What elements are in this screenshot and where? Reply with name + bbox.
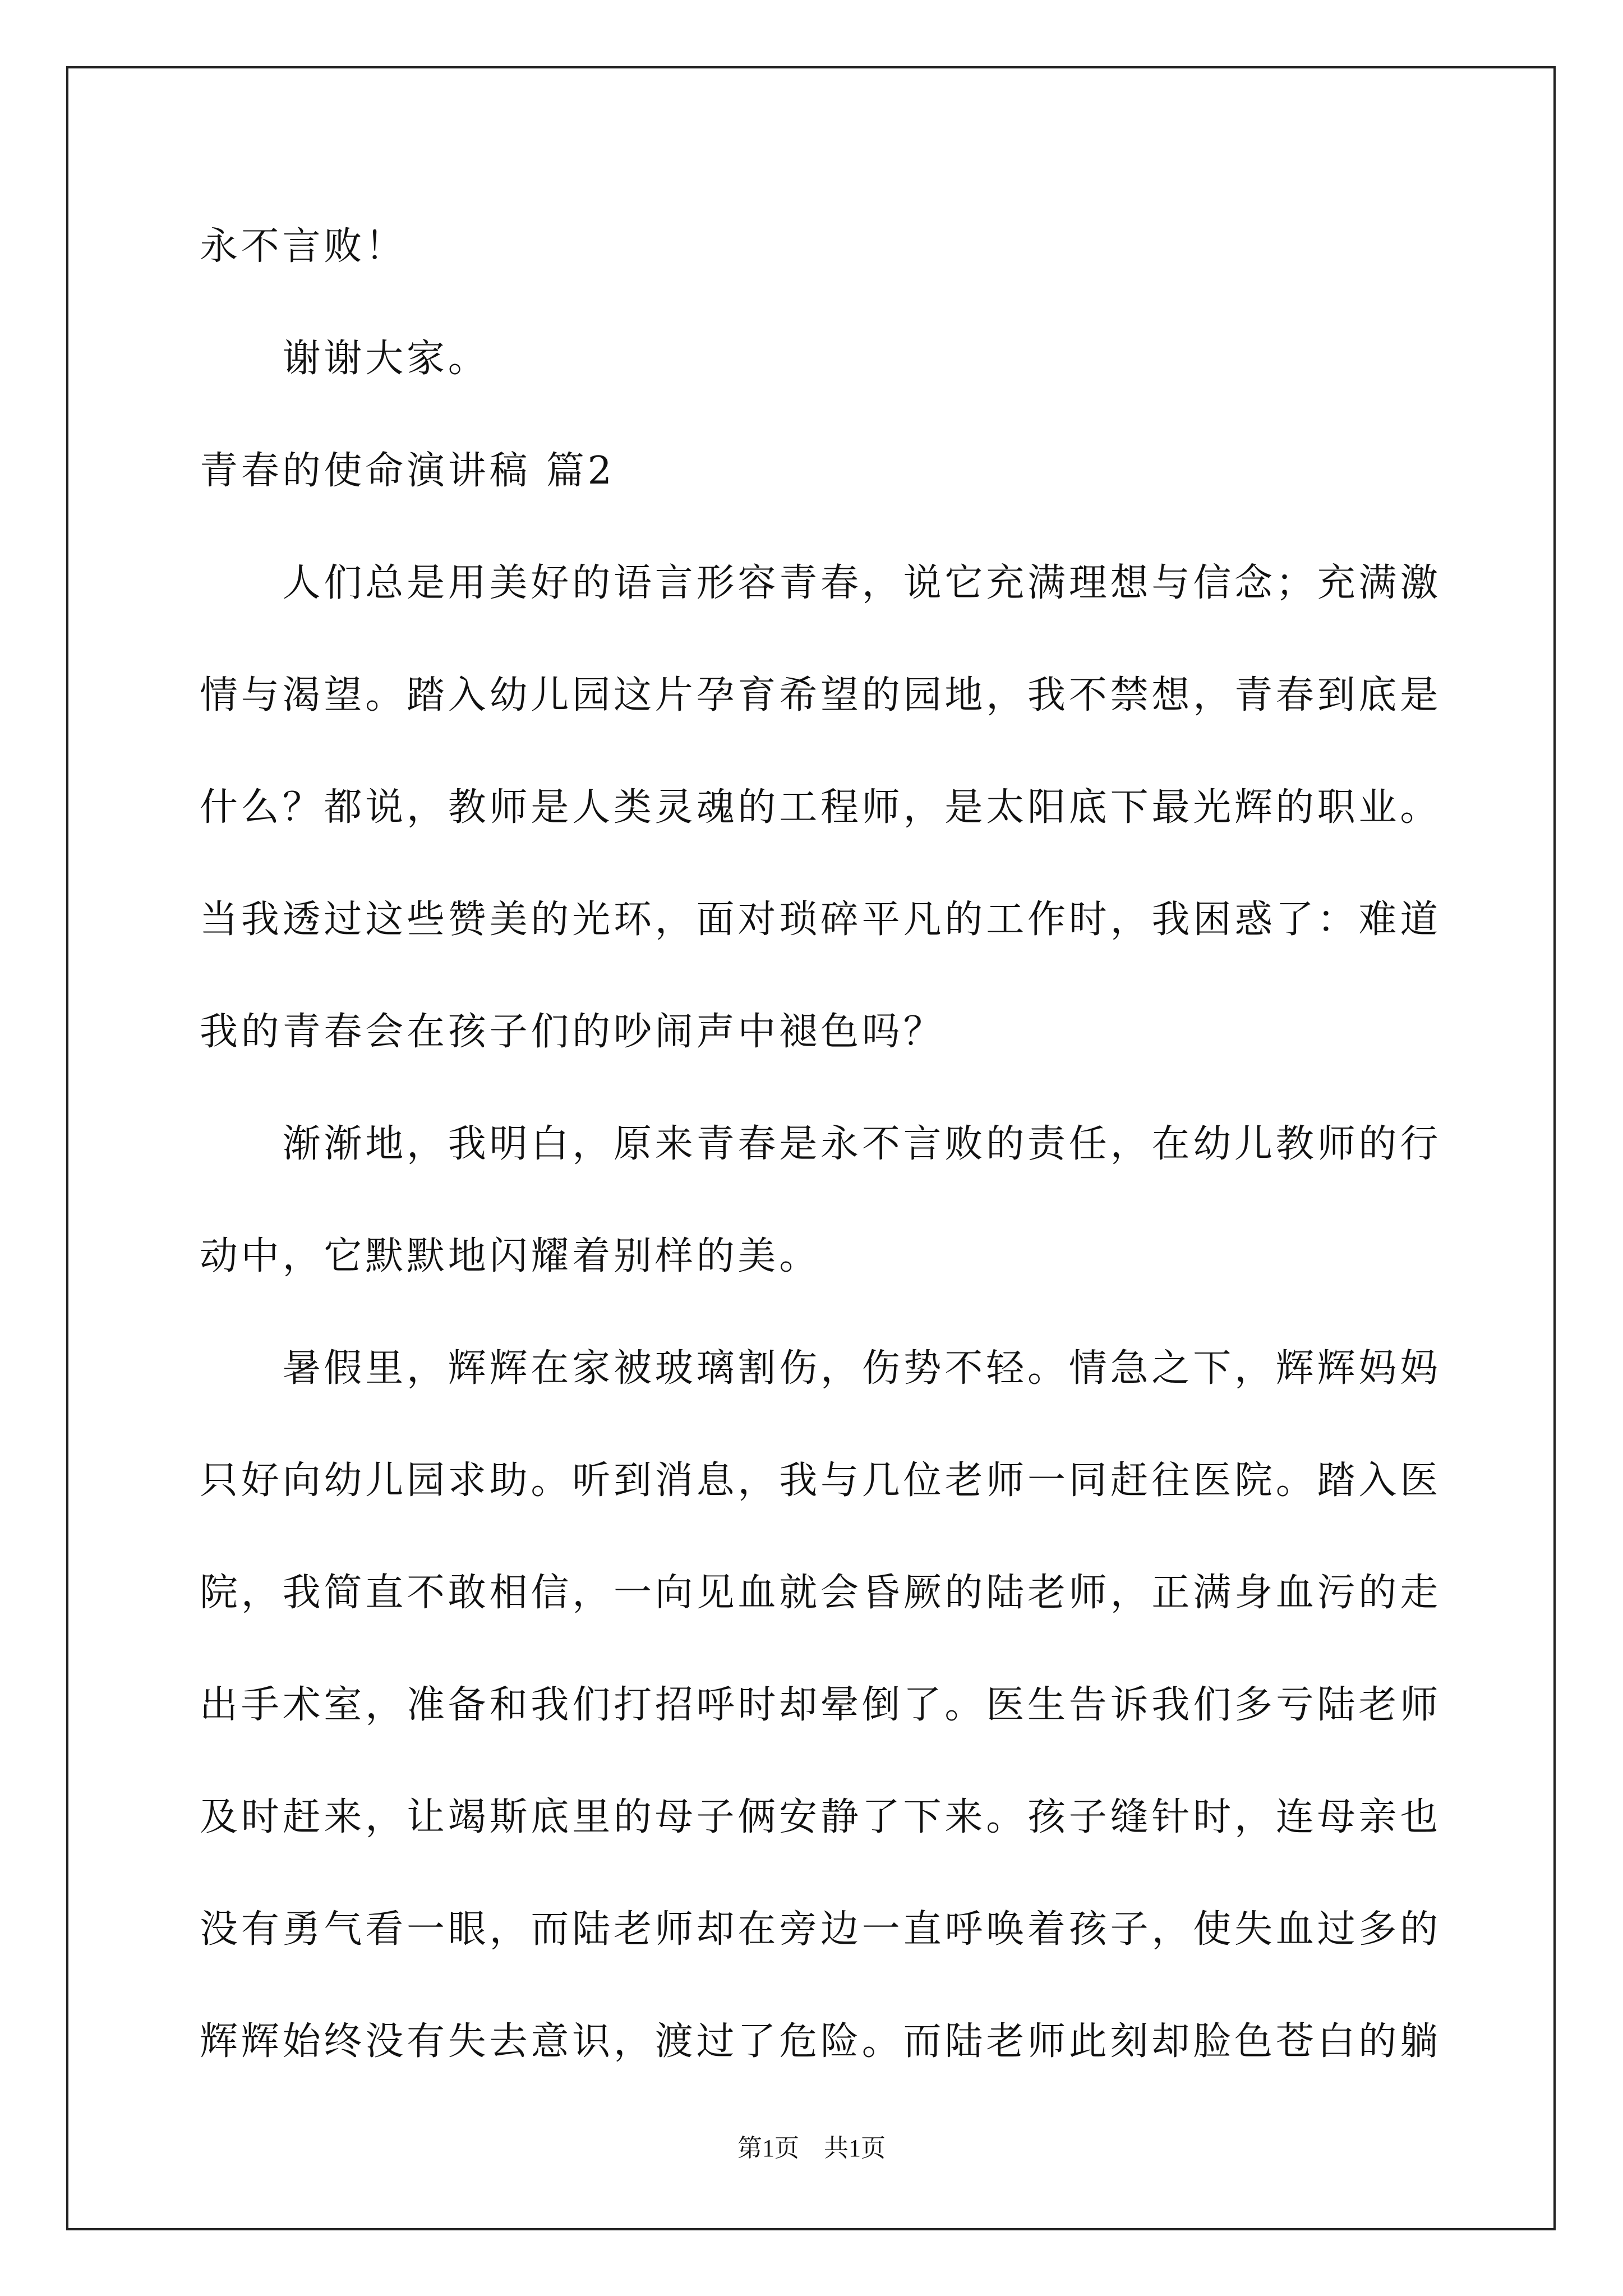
- paragraph-3-line-1: 暑假里，辉辉在家被玻璃割伤，伤势不轻。情急之下，辉辉妈妈: [200, 1346, 1442, 1391]
- page-footer: 第1页 共1页: [737, 2134, 886, 2162]
- paragraph-1-line-3: 什么？都说，教师是人类灵魂的工程师，是太阳底下最光辉的职业。: [200, 785, 1442, 830]
- section-heading: 青春的使命演讲稿 篇2: [200, 449, 615, 493]
- paragraph-3-line-3: 院，我简直不敢相信，一向见血就会昏厥的陆老师，正满身血污的走: [200, 1571, 1442, 1615]
- paragraph-1-line-2: 情与渴望。踏入幼儿园这片孕育希望的园地，我不禁想，青春到底是: [200, 673, 1442, 717]
- paragraph-3-line-2: 只好向幼儿园求助。听到消息，我与几位老师一同赶往医院。踏入医: [200, 1458, 1442, 1503]
- paragraph-2-line-2: 动中，它默默地闪耀着别样的美。: [200, 1234, 821, 1278]
- thanks-paragraph: 谢谢大家。: [200, 337, 490, 381]
- paragraph-2-line-1: 渐渐地，我明白，原来青春是永不言败的责任，在幼儿教师的行: [200, 1122, 1442, 1166]
- closing-line: 永不言败！: [200, 224, 407, 269]
- paragraph-1-line-1: 人们总是用美好的语言形容青春，说它充满理想与信念；充满激: [200, 561, 1442, 605]
- paragraph-3-line-4: 出手术室，准备和我们打招呼时却晕倒了。医生告诉我们多亏陆老师: [200, 1683, 1442, 1727]
- paragraph-3-line-5: 及时赶来，让竭斯底里的母子俩安静了下来。孩子缝针时，连母亲也: [200, 1795, 1442, 1839]
- paragraph-3-line-7: 辉辉始终没有失去意识，渡过了危险。而陆老师此刻却脸色苍白的躺: [200, 2019, 1442, 2064]
- paragraph-1-line-4: 当我透过这些赞美的光环，面对琐碎平凡的工作时，我困惑了：难道: [200, 898, 1442, 942]
- paragraph-3-line-6: 没有勇气看一眼，而陆老师却在旁边一直呼唤着孩子，使失血过多的: [200, 1907, 1442, 1952]
- paragraph-1-line-5: 我的青春会在孩子们的吵闹声中褪色吗？: [200, 1010, 945, 1054]
